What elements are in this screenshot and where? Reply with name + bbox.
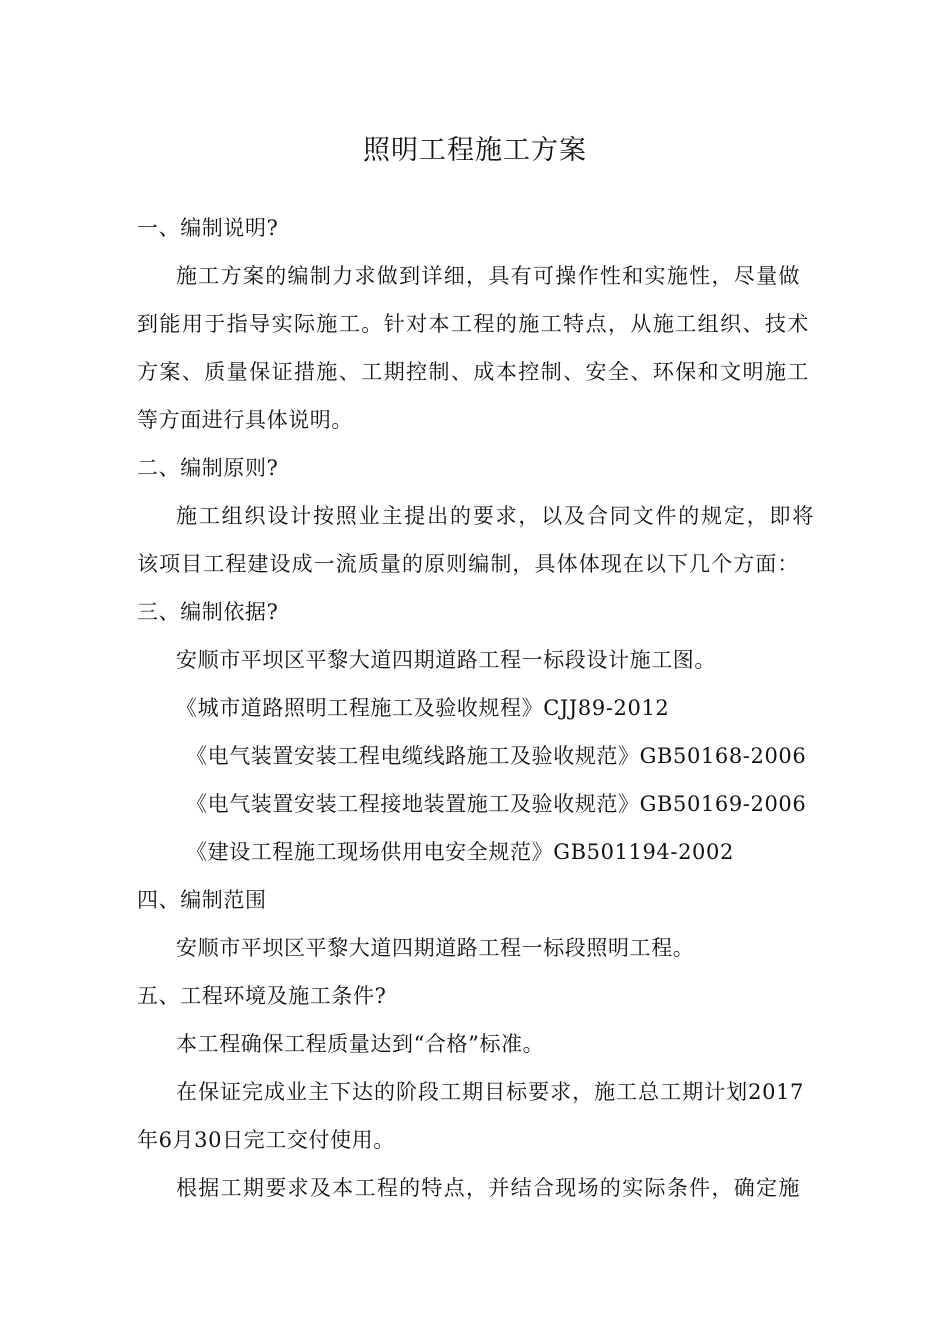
- paragraph-line: 在保证完成业主下达的阶段工期目标要求，施工总工期计划2017: [176, 1080, 804, 1104]
- paragraph-line: 到能用于指导实际施工。针对本工程的施工特点，从施工组织、技术: [137, 312, 809, 336]
- section-heading-1: 一、编制说明?: [137, 216, 279, 240]
- paragraph-line: 方案、质量保证措施、工期控制、成本控制、安全、环保和文明施工: [137, 360, 809, 384]
- reference-item: 《电气装置安装工程接地装置施工及验收规范》GB50169-2006: [186, 792, 807, 816]
- paragraph-line: 根据工期要求及本工程的特点，并结合现场的实际条件，确定施: [176, 1176, 800, 1200]
- reference-item: 安顺市平坝区平黎大道四期道路工程一标段设计施工图。: [176, 648, 716, 672]
- paragraph-line: 等方面进行具体说明。: [137, 408, 353, 432]
- section-heading-4: 四、编制范围: [137, 888, 267, 912]
- paragraph-line: 该项目工程建设成一流质量的原则编制，具体体现在以下几个方面：: [137, 552, 799, 576]
- reference-item: 《建设工程施工现场供用电安全规范》GB501194-2002: [186, 840, 734, 864]
- section-heading-2: 二、编制原则?: [137, 456, 279, 480]
- paragraph-line: 年6月30日完工交付使用。: [137, 1128, 395, 1152]
- document-title: 照明工程施工方案: [363, 135, 587, 166]
- paragraph-line: 本工程确保工程质量达到“合格”标准。: [176, 1032, 545, 1056]
- section-heading-3: 三、编制依据?: [137, 600, 279, 624]
- reference-item: 《城市道路照明工程施工及验收规程》CJJ89-2012: [176, 696, 670, 720]
- section-heading-5: 五、工程环境及施工条件?: [137, 984, 387, 1008]
- paragraph-line: 施工组织设计按照业主提出的要求，以及合同文件的规定，即将: [176, 504, 814, 528]
- reference-item: 《电气装置安装工程电缆线路施工及验收规范》GB50168-2006: [186, 744, 807, 768]
- paragraph-line: 安顺市平坝区平黎大道四期道路工程一标段照明工程。: [176, 936, 695, 960]
- paragraph-line: 施工方案的编制力求做到详细，具有可操作性和实施性，尽量做: [176, 264, 800, 288]
